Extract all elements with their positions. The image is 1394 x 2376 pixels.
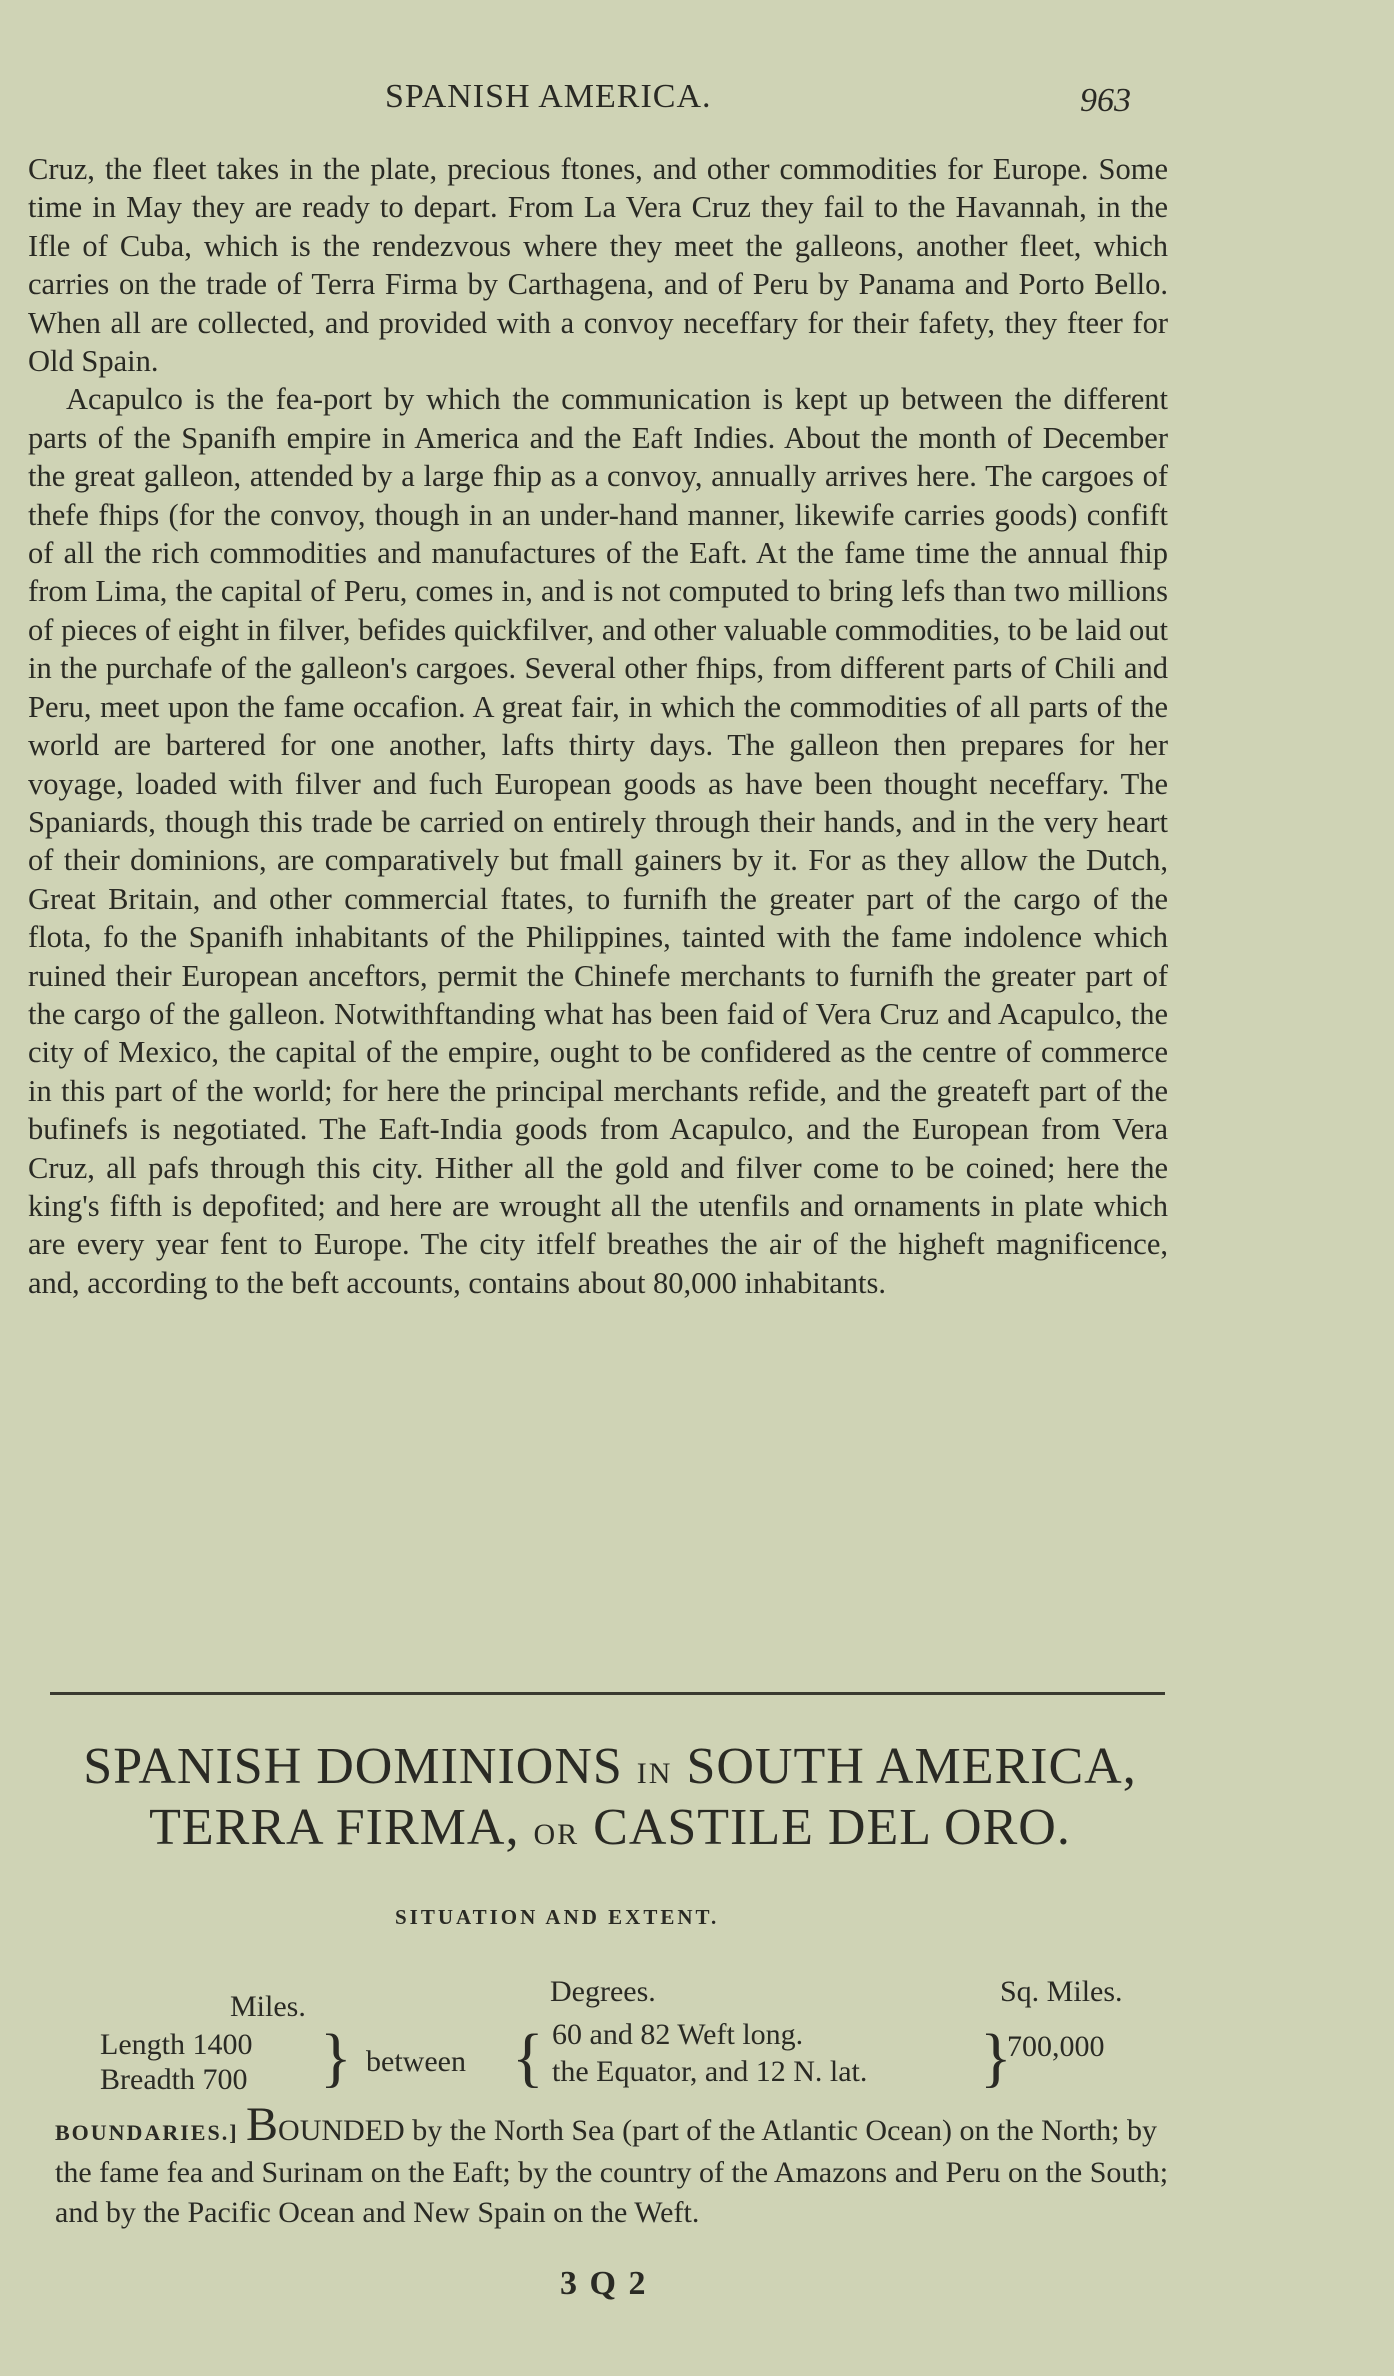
signature-mark: 3 Q 2 bbox=[560, 2265, 648, 2302]
brace-middle: { bbox=[512, 2021, 544, 2094]
boundaries-paragraph bbox=[55, 2098, 1170, 2233]
boundaries-text: OUNDED by the North Sea (part of the Atlantic Ocean) on the North; by the fame fea and Surinam on the Eaft; by the country of the Amazons and Peru on the South; and by the Pacific Ocean and New Spain on the Weft. bbox=[55, 2114, 1169, 2229]
boundaries-label: BOUNDARIES.] bbox=[55, 2120, 239, 2145]
title-connector: OR bbox=[533, 1818, 580, 1851]
degrees-longitude: 60 and 82 Weft long. bbox=[552, 2018, 804, 2051]
paragraph-2: Acapulco is the fea-port by which the communication is kept up between the different parts of the Spanifh empire in America and the Eaft Indies. About the month of December the great galleon, attended by a large fhip as a convoy, annually arrives here. The cargoes of thefe fhips (for the convoy, though in an under-hand manner, likewife carries goods) confift of all the rich commodities and manufactures of the Eaft. At the fame time the annual fhip from Lima, the capital of Peru, comes in, and is not computed to bring lefs than two millions of pieces of eight in filver, befides quickfilver, and other valuable commodities, to be laid out in the purchafe of the galleon's cargoes. Several other fhips, from different parts of Chili and Peru, meet upon the fame occafion. A great fair, in which the commodities of all parts of the world are bartered for one another, lafts thirty days. The galleon then prepares for her voyage, loaded with filver and fuch European goods as have been thought neceffary. The Spaniards, though this trade be carried on entirely through their hands, and in the very heart of their dominions, are comparatively but fmall gainers by it. For as they allow the Dutch, Great Britain, and other commercial ftates, to furnifh the greater part of the cargo of the flota, fo the Spanifh inhabitants of the Philippines, tainted with the fame indolence which ruined their European anceftors, permit the Chinefe merchants to furnifh the greater part of the cargo of the galleon. Notwithftanding what has been faid of Vera Cruz and Acapulco, the city of Mexico, the capital of the empire, ought to be confidered as the centre of commerce in this part of the world; for here the principal merchants refide, and the greateft part of the bufinefs is negotiated. The Eaft-India goods from Acapulco, and the European from Vera Cruz, all pafs through this city. Hither all the gold and filver come to be coined; here the king's fifth is depofited; and here are wrought all the utenfils and ornaments in plate which are every year fent to Europe. The city itfelf breathes the air of the higheft magnificence, and, according to the beft accounts, contains about 80,000 inhabitants. bbox=[28, 382, 1168, 1300]
paragraph-1: Cruz, the fleet takes in the plate, precious ftones, and other commodities for Europe. Some time in May they are ready to depart. From La Vera Cruz they fail to the Havannah, in the Ifle of Cuba, which is the rendezvous where they meet the galleons, another fleet, which carries on the trade of Terra Firma by Carthagena, and of Peru by Panama and Porto Bello. When all are collected, and provided with a convoy neceffary for their fafety, they fteer for Old Spain. bbox=[28, 152, 1168, 379]
title-part: CASTILE DEL ORO. bbox=[593, 1799, 1071, 1856]
title-part: TERRA FIRMA, bbox=[149, 1799, 520, 1856]
title-part: SOUTH AMERICA, bbox=[686, 1738, 1137, 1795]
between-label: between bbox=[366, 2045, 466, 2078]
sq-miles-header: Sq. Miles. bbox=[1000, 1975, 1123, 2008]
miles-header: Miles. bbox=[230, 1990, 306, 2023]
running-head bbox=[0, 70, 1394, 120]
extent-table bbox=[100, 1975, 1150, 2105]
section-title-line-2 bbox=[40, 1801, 1180, 1862]
page-number: 963 bbox=[1080, 82, 1131, 119]
running-title: SPANISH AMERICA. bbox=[385, 78, 712, 115]
brace-left: } bbox=[320, 2021, 352, 2094]
sq-miles-value: 700,000 bbox=[1007, 2030, 1105, 2063]
title-connector: IN bbox=[636, 1757, 673, 1790]
section-title-line-1 bbox=[40, 1740, 1180, 1801]
breadth-value: Breadth 700 bbox=[100, 2063, 248, 2096]
brace-right: } bbox=[980, 2021, 1012, 2094]
degrees-header: Degrees. bbox=[550, 1975, 656, 2008]
section-rule bbox=[50, 1692, 1165, 1695]
degrees-latitude: the Equator, and 12 N. lat. bbox=[552, 2055, 868, 2088]
section-title bbox=[40, 1740, 1180, 1862]
situation-subhead: SITUATION AND EXTENT. bbox=[395, 1905, 720, 1929]
title-part: SPANISH DOMINIONS bbox=[83, 1738, 623, 1795]
body-text bbox=[28, 150, 1168, 1302]
length-value: Length 1400 bbox=[100, 2028, 253, 2061]
drop-letter: B bbox=[246, 2098, 279, 2151]
